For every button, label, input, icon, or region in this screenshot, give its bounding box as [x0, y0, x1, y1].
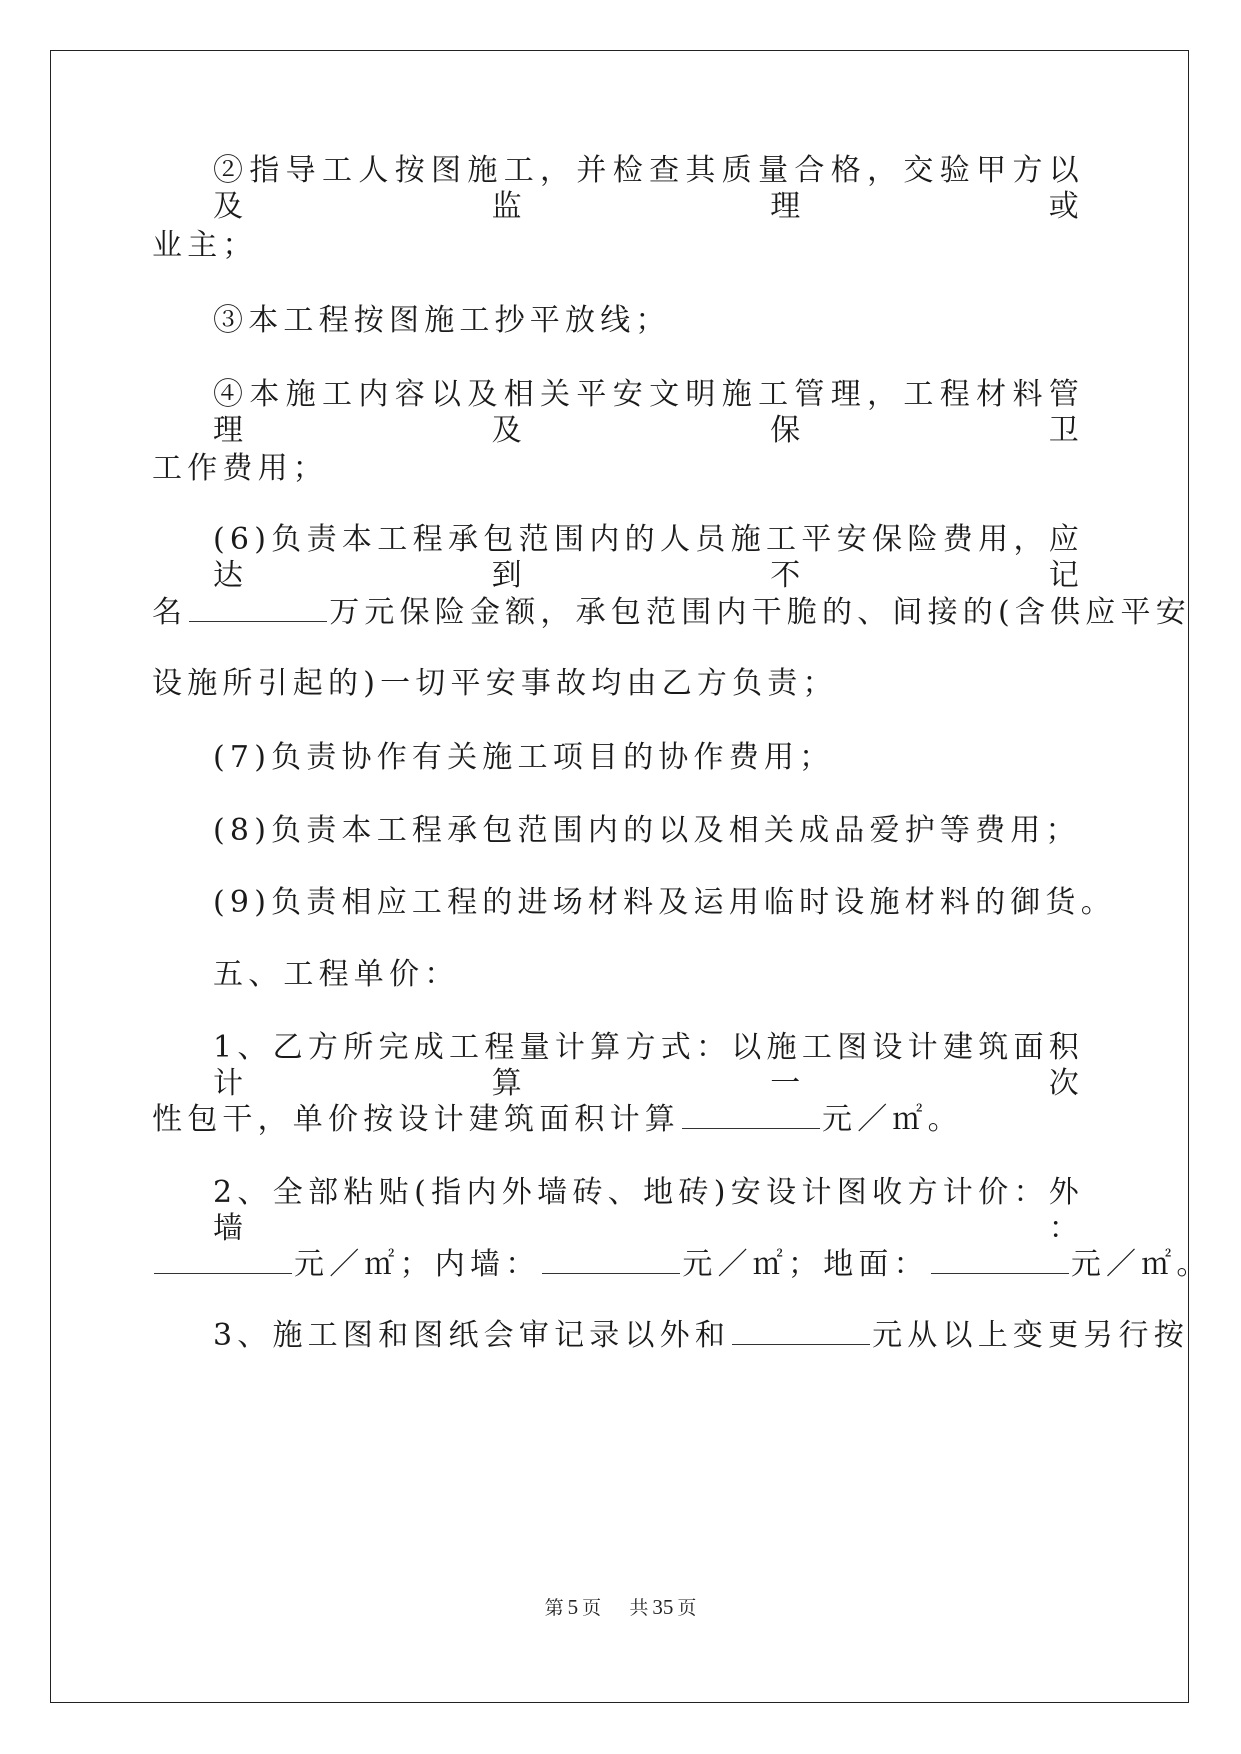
footer-total-prefix: 共	[629, 1597, 649, 1619]
page-footer	[0, 1593, 1241, 1620]
paragraph-item-3: ③本工程按图施工抄平放线；	[213, 303, 671, 338]
clause-1-text-a: 性包干，单价按设计建筑面积计算	[152, 1102, 680, 1137]
insurance-amount-blank	[189, 597, 327, 622]
floor-price-blank	[931, 1249, 1069, 1274]
paragraph-item-2-line-2: 业主；	[152, 228, 258, 263]
clause-2-text-b: 元／㎡；地面：	[682, 1247, 929, 1282]
paragraph-item-2-line-1: ②指导工人按图施工，并检查其质量合格，交验甲方以及监理或	[213, 153, 1084, 224]
page-border	[50, 50, 1189, 1703]
paragraph-item-4-line-2: 工作费用；	[152, 451, 328, 486]
clause-3-text-a: 3、施工图和图纸会审记录以外和	[213, 1318, 731, 1353]
exterior-wall-price-blank	[154, 1249, 292, 1274]
clause-2-line-1: 2、全部粘贴(指内外墙砖、地砖)安设计图收方计价：外墙：	[213, 1175, 1084, 1246]
footer-current-prefix: 第	[544, 1597, 564, 1619]
clause-3-text-b: 元从以上变更另行按	[872, 1318, 1189, 1353]
paragraph-item-6-line-3: 设施所引起的)一切平安事故均由乙方负责；	[152, 666, 838, 701]
clause-1-text-b: 元／㎡。	[822, 1102, 963, 1137]
paragraph-item-6-line-2	[152, 595, 1191, 631]
variation-amount-blank	[732, 1320, 870, 1345]
footer-total-suffix: 页	[677, 1597, 697, 1619]
clause-1-line-1: 1、乙方所完成工程量计算方式：以施工图设计建筑面积计算一次	[213, 1030, 1084, 1101]
section-heading-5: 五、工程单价：	[213, 957, 460, 992]
clause-2-line-2	[152, 1247, 1212, 1283]
paragraph-item-4-line-1: ④本施工内容以及相关平安文明施工管理，工程材料管理及保卫	[213, 377, 1084, 448]
clause-2-text-c: 元／㎡。	[1070, 1247, 1212, 1282]
footer-current-suffix: 页	[582, 1597, 602, 1619]
clause-3-line-1	[213, 1318, 1189, 1354]
footer-total-pages: 35	[652, 1595, 674, 1619]
paragraph-item-8: (8)负责本工程承包范围内的以及相关成品爱护等费用；	[213, 813, 1081, 848]
footer-current-page: 5	[567, 1595, 579, 1619]
clause-2-text-a: 元／㎡；内墙：	[294, 1247, 541, 1282]
interior-wall-price-blank	[542, 1249, 680, 1274]
clause-1-line-2	[152, 1102, 963, 1138]
paragraph-item-6-text-b: 万元保险金额，承包范围内干脆的、间接的(含供应平安	[329, 595, 1191, 630]
paragraph-item-6-text-a: 名	[152, 595, 188, 630]
paragraph-item-6-line-1: (6)负责本工程承包范围内的人员施工平安保险费用，应达到不记	[213, 522, 1084, 593]
unit-price-blank	[682, 1104, 820, 1129]
paragraph-item-7: (7)负责协作有关施工项目的协作费用；	[213, 740, 835, 775]
paragraph-item-9: (9)负责相应工程的进场材料及运用临时设施材料的御货。	[213, 885, 1116, 920]
